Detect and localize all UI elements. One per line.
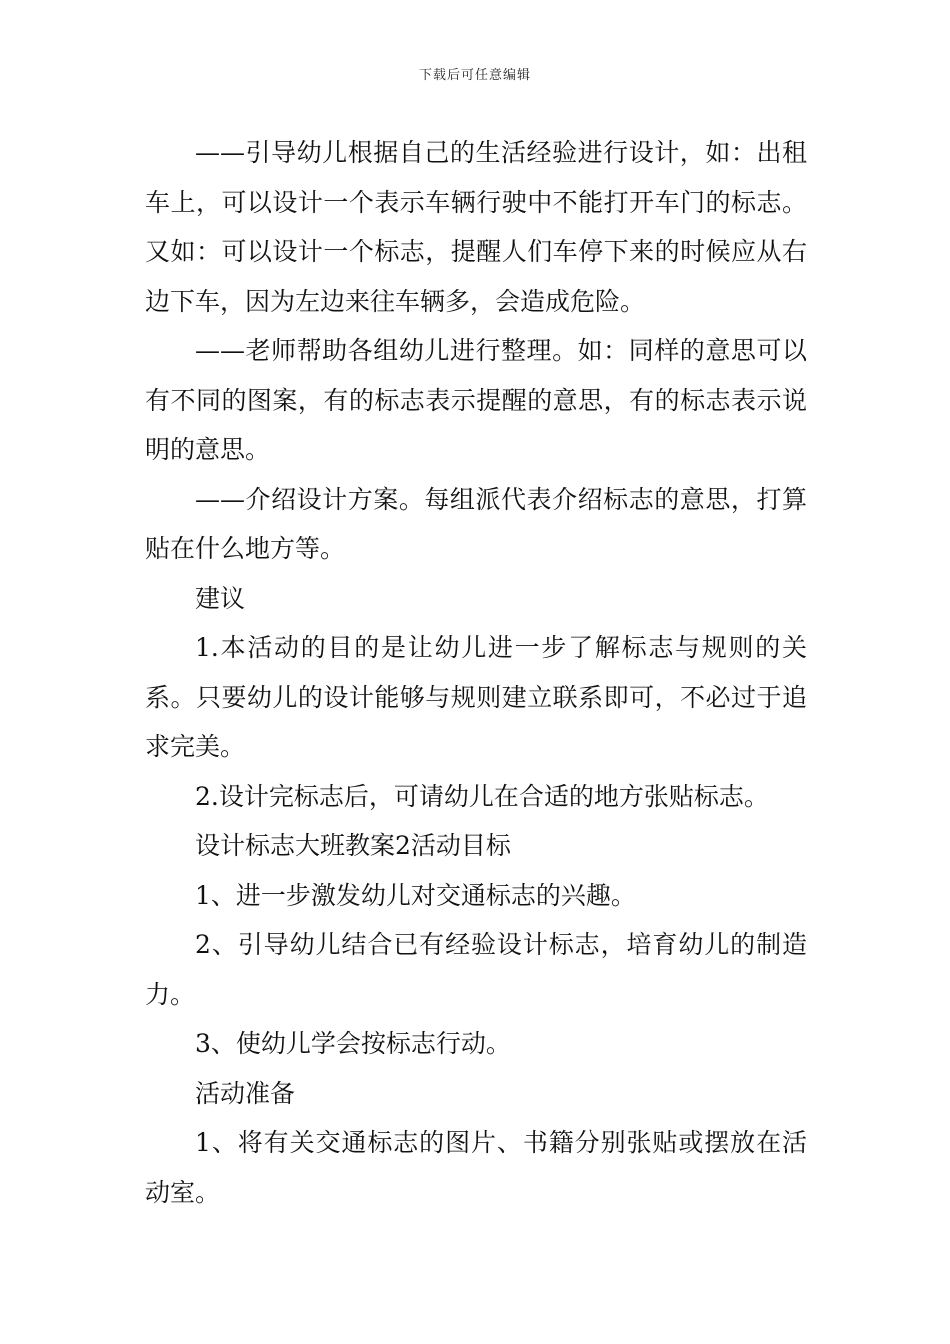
section-heading-lesson-2-goals: 设计标志大班教案2活动目标 [195, 831, 511, 860]
paragraph-goal-2: 2、引导幼儿结合已有经验设计标志，培育幼儿的制造力。 [145, 930, 807, 1009]
paragraph-goal-3: 3、使幼儿学会按标志行动。 [195, 1029, 511, 1058]
paragraph-suggestion-2: 2.设计完标志后，可请幼儿在合适的地方张贴标志。 [195, 781, 769, 811]
section-heading-suggestions: 建议 [195, 583, 246, 613]
paragraph-preparation-1: 1、将有关交通标志的图片、书籍分别张贴或摆放在活动室。 [145, 1128, 807, 1207]
section-heading-preparation: 活动准备 [195, 1078, 296, 1108]
paragraph-goal-1: 1、进一步激发幼儿对交通标志的兴趣。 [195, 880, 636, 910]
document-body [145, 128, 807, 1217]
paragraph-teacher-help: ——老师帮助各组幼儿进行整理。如：同样的意思可以有不同的图案，有的标志表示提醒的意思，有的标志表示说明的意思。 [145, 336, 807, 464]
paragraph-design-guidance: ——引导幼儿根据自己的生活经验进行设计，如：出租车上，可以设计一个表示车辆行驶中不能打开车门的标志。又如：可以设计一个标志，提醒人们车停下来的时候应从右边下车，因为左边来往车辆多，会造成危险。 [145, 138, 807, 316]
paragraph-introduce-plan: ——介绍设计方案。每组派代表介绍标志的意思，打算贴在什么地方等。 [145, 484, 807, 563]
paragraph-suggestion-1: 1.本活动的目的是让幼儿进一步了解标志与规则的关系。只要幼儿的设计能够与规则建立联系即可，不必过于追求完美。 [145, 633, 807, 761]
page-header: 下载后可任意编辑 [418, 68, 531, 83]
